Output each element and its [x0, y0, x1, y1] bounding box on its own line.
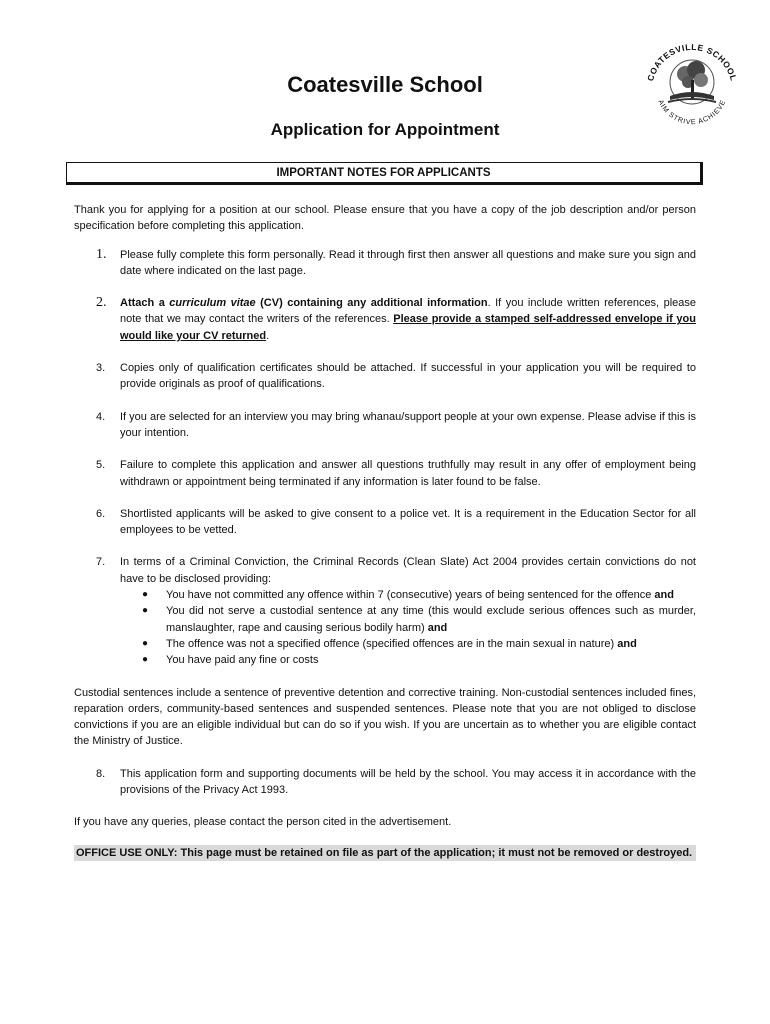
item-text: If you are selected for an interview you may bring whanau/support people at your own expense. Please advise if this is your intention. [120, 410, 696, 439]
item-number: 8. [96, 767, 106, 780]
bullet-icon: ● [142, 605, 149, 617]
page-title: Coatesville School [287, 72, 483, 97]
item-body [120, 554, 696, 668]
list-item [74, 506, 696, 539]
queries-paragraph: If you have any queries, please contact the person cited in the advertisement. [74, 816, 452, 829]
bullet-text-part: You have not committed any offence within 7 (consecutive) years of being sentenced for the offence [166, 589, 655, 602]
notes-list [74, 247, 696, 669]
bullet-icon: ● [142, 654, 149, 666]
item-number: 4. [96, 410, 106, 423]
bullet-text-bold: and [617, 637, 637, 650]
logo-top-text: COATESVILLE SCHOOL [645, 41, 739, 83]
item-text: This application form and supporting documents will be held by the school. You may access it in accordance with the provisions of the Privacy Act 1993. [120, 767, 696, 797]
bullet-item [120, 603, 696, 636]
intro-paragraph: Thank you for applying for a position at our school. Please ensure that you have a copy of the job description and/or person specification before completing this application. [74, 204, 696, 233]
item-text-part: . [266, 329, 270, 342]
item-number: 6. [96, 507, 106, 520]
item-text [120, 295, 696, 344]
list-item [74, 457, 696, 490]
item-number: 7. [96, 556, 106, 569]
bullet-icon: ● [142, 637, 149, 649]
bullet-text-part: You have paid any fine or costs [166, 654, 319, 667]
list-item [74, 295, 696, 344]
list-item [74, 247, 696, 280]
list-item [74, 409, 696, 442]
custodial-paragraph: Custodial sentences include a sentence of preventive detention and corrective training. Non-custodial sentences included fines, reparation orders, community-based sentences and suspended sentences. Please note that you are not obliged to disclose convictions if you are an eligible individual but can do so if you wish. If you are uncertain as to whether you are eligible contact the Ministry of Justice. [74, 686, 696, 748]
bullet-text-bold: and [654, 589, 674, 602]
main-content [74, 202, 696, 861]
item-text-part: (CV) containing any additional information [255, 297, 488, 310]
item-number: 3. [96, 362, 106, 375]
item-text: Copies only of qualification certificates should be attached. If successful in your application you will be required to provide originals as proof of qualifications. [120, 362, 696, 391]
logo-bottom-text: AIM STRIVE ACHIEVE [656, 98, 728, 127]
item-text: Failure to complete this application and answer all questions truthfully may result in any offer of employment being withdrawn or appointment being terminated if any information is later found to be false. [120, 459, 696, 488]
bullet-text [166, 652, 696, 668]
bullet-text-part: The offence was not a specified offence (specified offences are in the main sexual in nature) [166, 637, 618, 650]
bullet-text [166, 603, 696, 636]
bullet-text [166, 587, 696, 603]
bullet-item [120, 587, 696, 603]
bullet-list [120, 587, 696, 668]
bullet-item [120, 652, 696, 668]
bullet-text [166, 636, 696, 652]
item-text: Please fully complete this form personally. Read it through first then answer all questions and make sure you sign and date where indicated on the last page. [120, 248, 696, 277]
item-text-part: Attach a [120, 297, 170, 310]
list-item [74, 766, 696, 799]
list-item [74, 360, 696, 393]
bullet-text-bold: and [427, 621, 448, 634]
form-title: Application for Appointment [270, 120, 500, 139]
item-text-underlined: Please provide a stamped self-addressed envelope if you would like your CV returned [120, 313, 696, 342]
notes-heading: IMPORTANT NOTES FOR APPLICANTS [66, 162, 703, 185]
bullet-icon: ● [142, 589, 149, 601]
item-text-part: . If you include written references, please note that we may contact the writers of the references. [120, 297, 696, 326]
item-text: In terms of a Criminal Conviction, the Criminal Records (Clean Slate) Act 2004 provides certain convictions do not have to be disclosed providing: [120, 556, 696, 585]
item-number: 2. [96, 295, 107, 311]
item-number: 1. [96, 246, 107, 262]
office-use-notice: OFFICE USE ONLY: This page must be retained on file as part of the application; it must not be removed or destroyed. [74, 845, 696, 861]
item-text: Shortlisted applicants will be asked to give consent to a police vet. It is a requirement in the Education Sector for all employees to be vetted. [120, 507, 696, 537]
bullet-text-part: You did not serve a custodial sentence at any time (this would exclude serious offences such as murder, manslaughter, rape and causing serious bodily harm) [166, 605, 696, 634]
bullet-item [120, 636, 696, 652]
item-number: 5. [96, 459, 106, 472]
list-item [74, 554, 696, 668]
item-text-emphasis: curriculum vitae [169, 297, 256, 310]
